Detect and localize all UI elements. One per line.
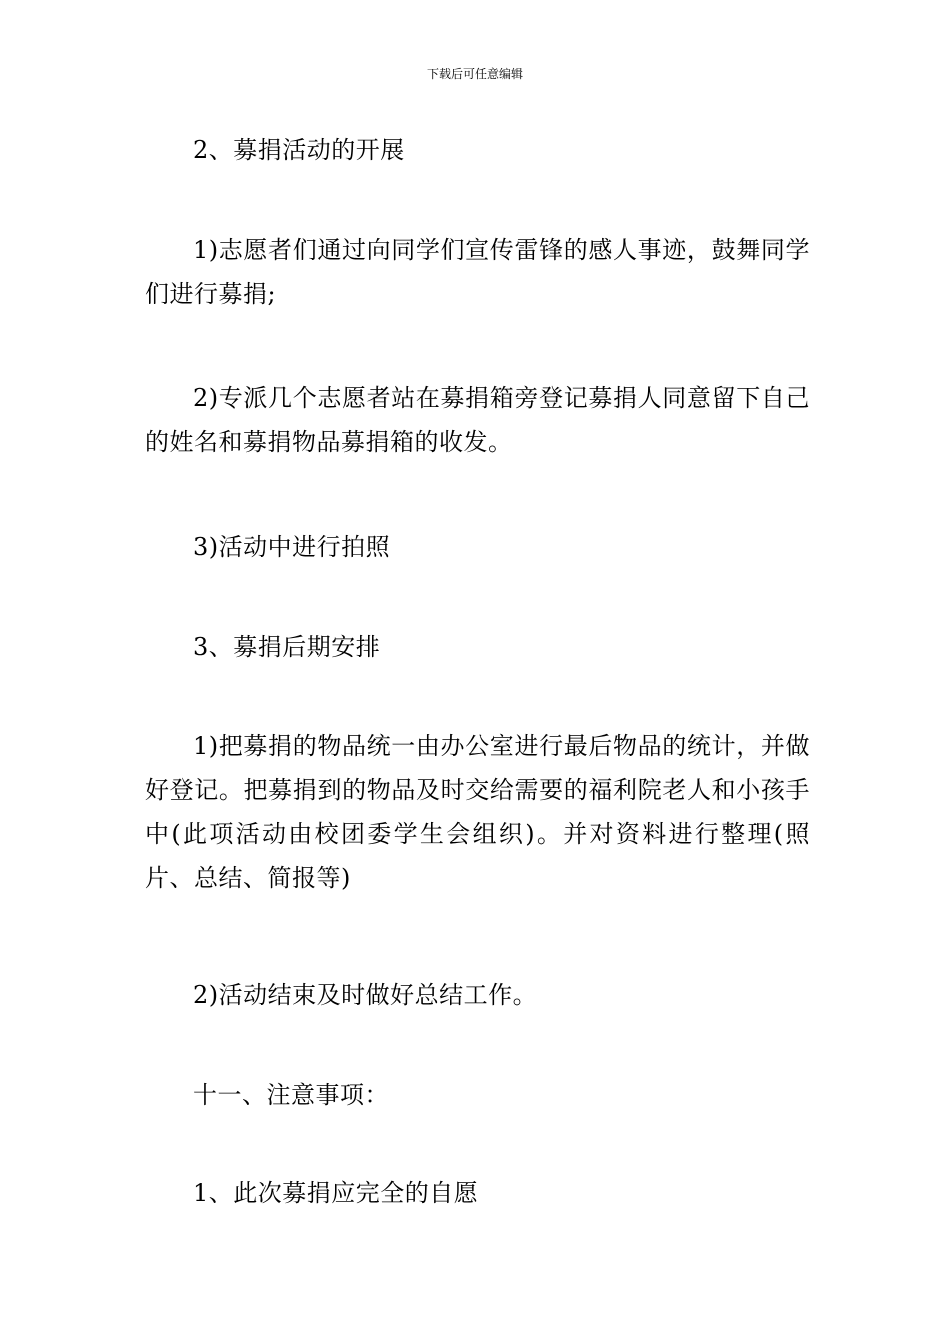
section-heading-fundraising-activity: 2、募捐活动的开展: [193, 136, 405, 164]
page-header: 下载后可任意编辑: [426, 67, 523, 81]
paragraph-voluntary: 1、此次募捐应完全的自愿: [193, 1179, 479, 1207]
paragraph-register-donors: 2)专派几个志愿者站在募捐箱旁登记募捐人同意留下自己的姓名和募捐物品募捐箱的收发。: [145, 384, 810, 456]
paragraph-volunteers-promote: 1)志愿者们通过向同学们宣传雷锋的感人事迹，鼓舞同学们进行募捐;: [145, 236, 810, 308]
paragraph-summary-work: 2)活动结束及时做好总结工作。: [193, 981, 538, 1009]
paragraph-collect-items: 1)把募捐的物品统一由办公室进行最后物品的统计，并做好登记。把募捐到的物品及时交给需要的福利院老人和小孩手中(此项活动由校团委学生会组织)。并对资料进行整理(照片、总结、简报等): [145, 732, 810, 892]
paragraph-take-photos: 3)活动中进行拍照: [193, 533, 391, 561]
section-heading-notes: 十一、注意事项：: [193, 1081, 389, 1109]
section-heading-post-arrangement: 3、募捐后期安排: [193, 633, 381, 661]
